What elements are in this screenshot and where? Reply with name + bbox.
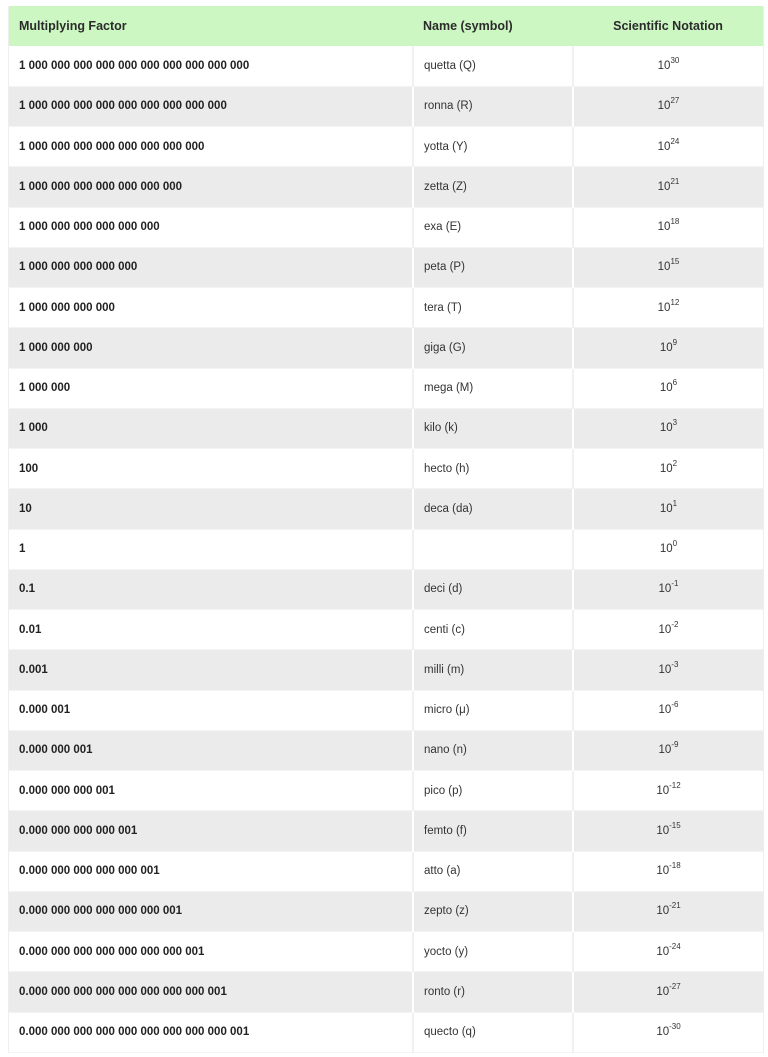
prefix-table-container [8, 6, 764, 1053]
scientific-notation-cell [573, 408, 763, 448]
multiplying-factor-cell: 1 000 000 000 000 000 000 000 000 000 [9, 86, 413, 126]
table-row [9, 86, 763, 126]
notation-base: 10 [659, 422, 673, 435]
prefix-name-cell: quetta (Q) [413, 46, 573, 86]
prefix-name-cell: quecto (q) [413, 1012, 573, 1052]
multiplying-factor-cell: 0.000 000 000 000 001 [9, 811, 413, 851]
multiplying-factor-cell: 1 000 000 000 000 000 000 000 000 [9, 127, 413, 167]
scientific-notation-cell [573, 167, 763, 207]
table-row [9, 932, 763, 972]
scientific-notation-cell [573, 811, 763, 851]
multiplying-factor-cell: 0.001 [9, 650, 413, 690]
notation-base: 10 [659, 382, 673, 395]
table-row [9, 569, 763, 609]
notation-exponent: 3 [672, 418, 678, 428]
header-scientific-notation: Scientific Notation [613, 19, 723, 33]
scientific-notation-cell [573, 972, 763, 1012]
prefix-name-cell: micro (μ) [413, 690, 573, 730]
prefix-name-cell: giga (G) [413, 328, 573, 368]
notation-base: 10 [657, 261, 671, 274]
notation-exponent: -2 [671, 619, 679, 629]
prefix-name-cell: zepto (z) [413, 891, 573, 931]
prefix-name-cell: ronto (r) [413, 972, 573, 1012]
table-row [9, 449, 763, 489]
notation-exponent: -21 [669, 901, 681, 911]
scientific-notation-cell [573, 489, 763, 529]
prefix-name-cell: kilo (k) [413, 408, 573, 448]
table-row [9, 1012, 763, 1052]
scientific-notation-cell [573, 569, 763, 609]
scientific-notation-cell [573, 449, 763, 489]
scientific-notation-cell [573, 891, 763, 931]
multiplying-factor-cell: 0.000 000 000 000 000 000 000 000 000 001 [9, 1012, 413, 1052]
prefix-name-cell: femto (f) [413, 811, 573, 851]
scientific-notation-cell [573, 529, 763, 569]
table-row [9, 851, 763, 891]
multiplying-factor-cell: 0.000 000 000 000 000 000 000 000 001 [9, 972, 413, 1012]
header-name-symbol: Name (symbol) [423, 19, 513, 33]
notation-exponent: -1 [671, 579, 679, 589]
prefix-name-cell: deci (d) [413, 569, 573, 609]
notation-base: 10 [659, 543, 673, 556]
notation-exponent: 0 [672, 539, 678, 549]
multiplying-factor-cell: 1 000 [9, 408, 413, 448]
table-row [9, 610, 763, 650]
scientific-notation-cell [573, 368, 763, 408]
scientific-notation-cell [573, 932, 763, 972]
scientific-notation-cell [573, 851, 763, 891]
table-row [9, 529, 763, 569]
table-row [9, 730, 763, 770]
multiplying-factor-cell: 1 000 000 000 000 000 000 000 000 000 000 [9, 46, 413, 86]
notation-base: 10 [657, 100, 671, 113]
scientific-notation-cell [573, 247, 763, 287]
table-row [9, 489, 763, 529]
multiplying-factor-cell: 0.1 [9, 569, 413, 609]
notation-base: 10 [657, 140, 671, 153]
table-row [9, 650, 763, 690]
multiplying-factor-cell: 1 000 000 [9, 368, 413, 408]
notation-exponent: 12 [670, 297, 680, 307]
multiplying-factor-cell: 0.000 000 000 000 000 000 000 001 [9, 932, 413, 972]
prefix-name-cell: yocto (y) [413, 932, 573, 972]
notation-exponent: -18 [669, 861, 681, 871]
notation-exponent: 18 [670, 217, 680, 227]
table-row [9, 811, 763, 851]
prefix-name-cell [413, 529, 573, 569]
table-row [9, 972, 763, 1012]
prefix-name-cell: atto (a) [413, 851, 573, 891]
notation-exponent: 15 [670, 257, 680, 267]
notation-base: 10 [659, 502, 673, 515]
notation-base: 10 [657, 180, 671, 193]
table-row [9, 288, 763, 328]
notation-base: 10 [658, 663, 672, 676]
notation-exponent: -30 [669, 1022, 681, 1032]
prefix-name-cell: pico (p) [413, 771, 573, 811]
prefix-name-cell: yotta (Y) [413, 127, 573, 167]
prefix-name-cell: zetta (Z) [413, 167, 573, 207]
table-row [9, 127, 763, 167]
notation-exponent: 9 [672, 337, 678, 347]
scientific-notation-cell [573, 610, 763, 650]
multiplying-factor-cell: 10 [9, 489, 413, 529]
multiplying-factor-cell: 1 [9, 529, 413, 569]
notation-exponent: -24 [669, 941, 681, 951]
prefix-name-cell: tera (T) [413, 288, 573, 328]
notation-base: 10 [658, 744, 672, 757]
prefix-name-cell: milli (m) [413, 650, 573, 690]
scientific-notation-cell [573, 328, 763, 368]
scientific-notation-cell [573, 46, 763, 86]
table-row [9, 46, 763, 86]
multiplying-factor-cell: 100 [9, 449, 413, 489]
prefix-name-cell: centi (c) [413, 610, 573, 650]
notation-base: 10 [657, 221, 671, 234]
table-row [9, 247, 763, 287]
notation-base: 10 [659, 462, 673, 475]
table-row [9, 167, 763, 207]
notation-base: 10 [658, 583, 672, 596]
notation-base: 10 [656, 784, 670, 797]
scientific-notation-cell [573, 771, 763, 811]
multiplying-factor-cell: 0.000 000 000 000 000 001 [9, 851, 413, 891]
notation-base: 10 [659, 341, 673, 354]
multiplying-factor-cell: 0.01 [9, 610, 413, 650]
table-header [9, 6, 763, 46]
prefix-name-cell: peta (P) [413, 247, 573, 287]
notation-exponent: -27 [669, 981, 681, 991]
notation-exponent: -12 [669, 780, 681, 790]
notation-exponent: 30 [670, 55, 680, 65]
notation-base: 10 [656, 945, 670, 958]
scientific-notation-cell [573, 1012, 763, 1052]
notation-exponent: 2 [672, 458, 678, 468]
table-row [9, 771, 763, 811]
multiplying-factor-cell: 1 000 000 000 000 000 [9, 247, 413, 287]
notation-base: 10 [656, 985, 670, 998]
table-row [9, 207, 763, 247]
notation-exponent: 6 [672, 378, 678, 388]
scientific-notation-cell [573, 288, 763, 328]
multiplying-factor-cell: 1 000 000 000 000 [9, 288, 413, 328]
multiplying-factor-cell: 1 000 000 000 000 000 000 000 [9, 167, 413, 207]
notation-base: 10 [658, 704, 672, 717]
notation-base: 10 [657, 59, 671, 72]
multiplying-factor-cell: 1 000 000 000 [9, 328, 413, 368]
header-row [9, 6, 763, 46]
notation-exponent: -9 [671, 740, 679, 750]
table-body [9, 46, 763, 1052]
header-multiplying-factor: Multiplying Factor [19, 19, 127, 33]
multiplying-factor-cell: 0.000 000 001 [9, 730, 413, 770]
notation-base: 10 [658, 623, 672, 636]
table-row [9, 891, 763, 931]
notation-base: 10 [656, 1026, 670, 1039]
notation-exponent: -3 [671, 659, 679, 669]
notation-exponent: 24 [670, 136, 680, 146]
notation-exponent: 21 [670, 176, 680, 186]
multiplying-factor-cell: 0.000 000 000 000 000 000 001 [9, 891, 413, 931]
multiplying-factor-cell: 0.000 000 000 001 [9, 771, 413, 811]
table-row [9, 328, 763, 368]
si-prefix-table [9, 6, 763, 1053]
notation-exponent: -15 [669, 820, 681, 830]
scientific-notation-cell [573, 207, 763, 247]
scientific-notation-cell [573, 690, 763, 730]
notation-base: 10 [656, 865, 670, 878]
multiplying-factor-cell: 0.000 001 [9, 690, 413, 730]
scientific-notation-cell [573, 730, 763, 770]
notation-base: 10 [656, 905, 670, 918]
multiplying-factor-cell: 1 000 000 000 000 000 000 [9, 207, 413, 247]
notation-base: 10 [656, 824, 670, 837]
prefix-name-cell: hecto (h) [413, 449, 573, 489]
prefix-name-cell: mega (M) [413, 368, 573, 408]
table-row [9, 408, 763, 448]
notation-exponent: 27 [670, 96, 680, 106]
scientific-notation-cell [573, 650, 763, 690]
table-row [9, 368, 763, 408]
table-row [9, 690, 763, 730]
notation-base: 10 [657, 301, 671, 314]
scientific-notation-cell [573, 127, 763, 167]
scientific-notation-cell [573, 86, 763, 126]
notation-exponent: -6 [671, 700, 679, 710]
prefix-name-cell: exa (E) [413, 207, 573, 247]
prefix-name-cell: nano (n) [413, 730, 573, 770]
prefix-name-cell: ronna (R) [413, 86, 573, 126]
prefix-name-cell: deca (da) [413, 489, 573, 529]
notation-exponent: 1 [672, 498, 678, 508]
